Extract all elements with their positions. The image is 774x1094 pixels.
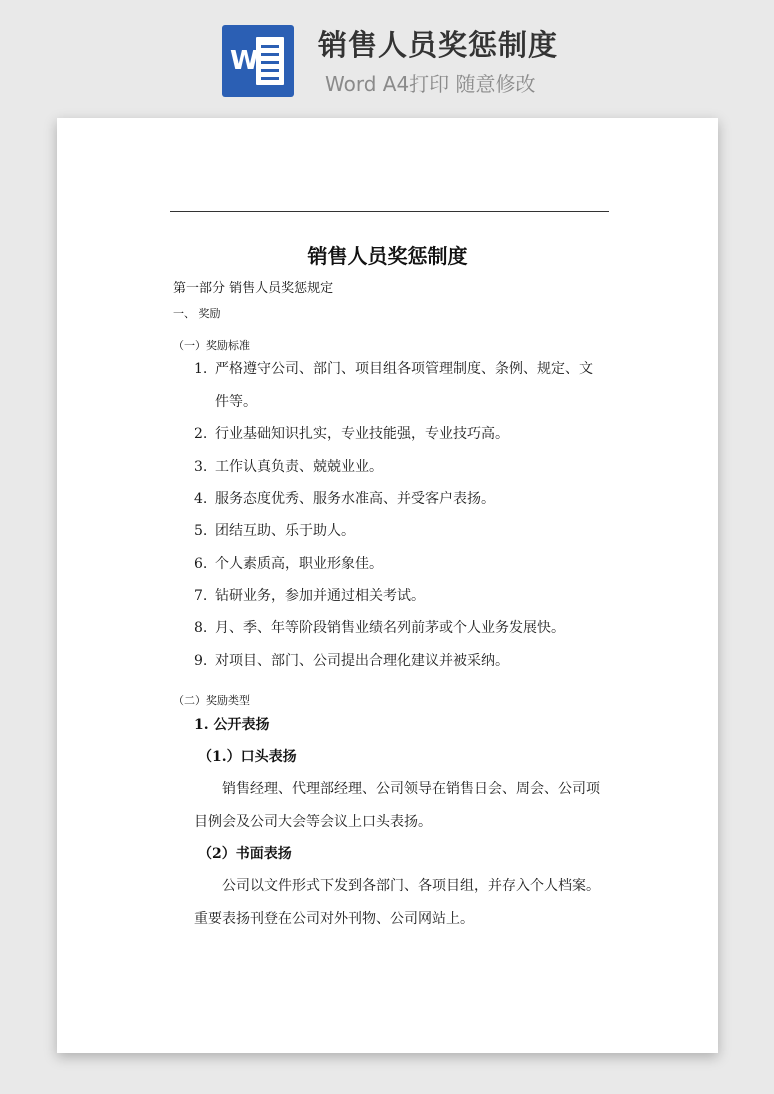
- word-letter: W: [230, 46, 259, 76]
- written-praise-paragraph-line: 重要表扬刊登在公司对外刊物、公司网站上。: [194, 911, 474, 927]
- list-item: 7. 钻研业务，参加并通过相关考试。: [194, 588, 425, 604]
- list-item: 6. 个人素质高，职业形象佳。: [194, 556, 383, 572]
- part-heading: 第一部分 销售人员奖惩规定: [173, 281, 334, 296]
- written-praise-heading: （2）书面表扬: [198, 846, 292, 862]
- written-praise-paragraph-line: 公司以文件形式下发到各部门、各项目组，并存入个人档案。: [222, 878, 600, 894]
- list-item: 1. 严格遵守公司、部门、项目组各项管理制度、条例、规定、文: [194, 361, 593, 377]
- subsection-heading-criteria: （一）奖励标准: [173, 339, 250, 352]
- oral-praise-paragraph-line: 目例会及公司大会等会议上口头表扬。: [194, 814, 432, 830]
- header-rule: [170, 211, 609, 212]
- subsection-heading-types: （二）奖励类型: [173, 694, 250, 707]
- banner-title: 销售人员奖惩制度: [318, 28, 559, 62]
- list-item: 2. 行业基础知识扎实，专业技能强，专业技巧高。: [194, 426, 509, 442]
- banner-subtitle: Word A4打印 随意修改: [325, 72, 536, 96]
- list-item: 3. 工作认真负责、兢兢业业。: [194, 459, 383, 475]
- watermark: ​: [88, 490, 106, 511]
- section-heading-reward: 一、 奖励: [173, 307, 221, 320]
- oral-praise-paragraph-line: 销售经理、代理部经理、公司领导在销售日会、周会、公司项: [222, 781, 600, 797]
- list-item-continuation: 件等。: [215, 394, 257, 410]
- banner: [0, 0, 774, 110]
- list-item: 4. 服务态度优秀、服务水准高、并受客户表扬。: [194, 491, 495, 507]
- oral-praise-heading: （1.）口头表扬: [198, 749, 297, 765]
- document-title: 销售人员奖惩制度: [307, 244, 468, 268]
- document-page: [57, 118, 718, 1053]
- word-page-lines: [256, 37, 284, 85]
- word-doc-icon: [222, 25, 294, 97]
- list-item: 5. 团结互助、乐于助人。: [194, 523, 355, 539]
- list-item: 9. 对项目、部门、公司提出合理化建议并被采纳。: [194, 653, 509, 669]
- type-heading-public-praise: 1. 公开表扬: [194, 717, 270, 733]
- list-item: 8. 月、季、年等阶段销售业绩名列前茅或个人业务发展快。: [194, 620, 565, 636]
